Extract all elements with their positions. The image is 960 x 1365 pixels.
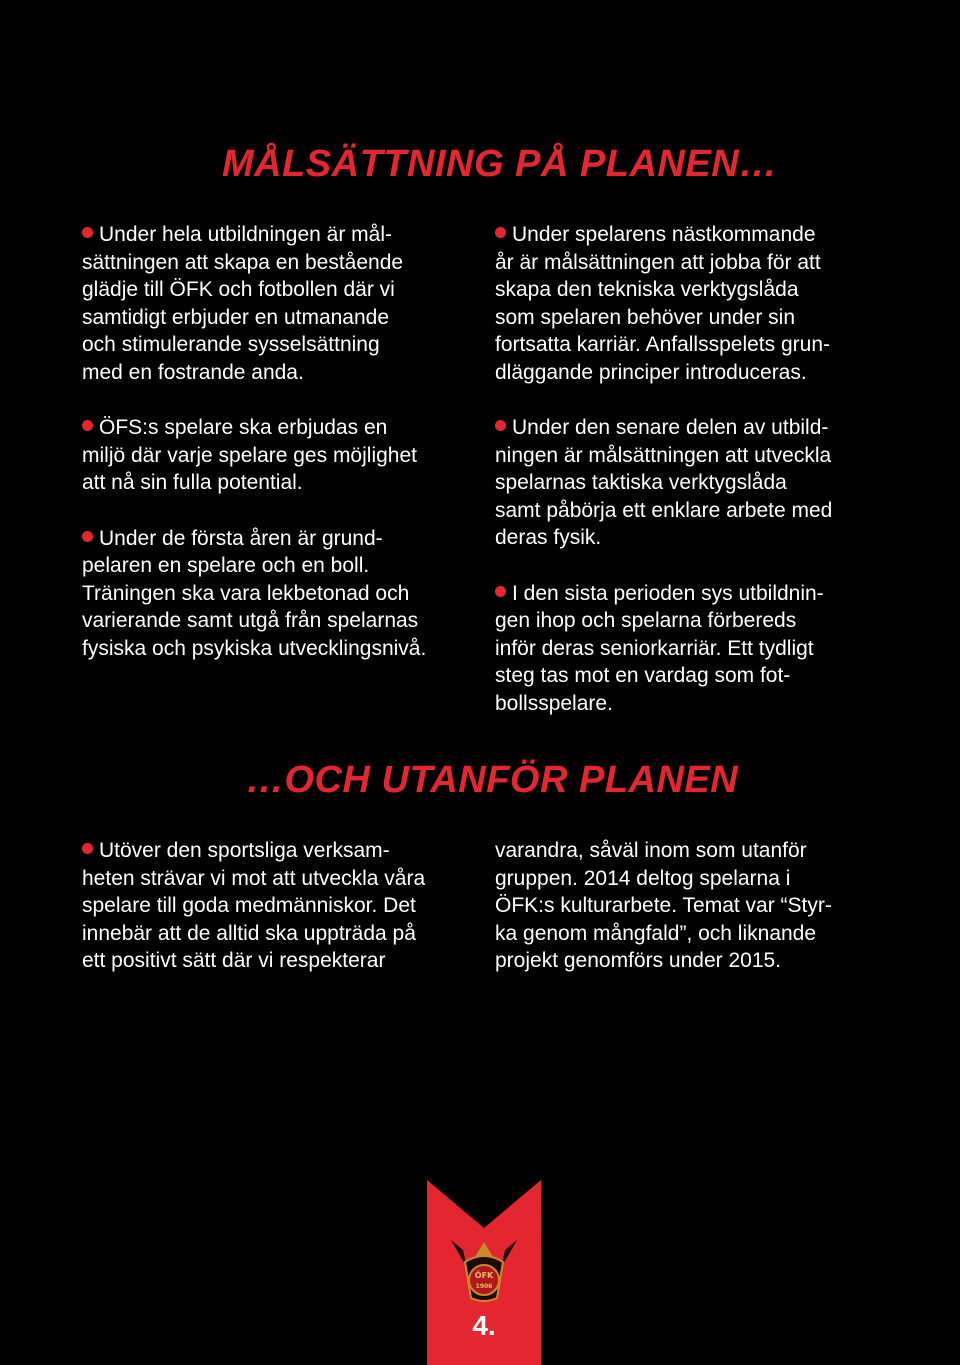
section-heading-on-pitch: MÅLSÄTTNING PÅ PLANEN… xyxy=(222,143,778,185)
text-content: bollsspelare. xyxy=(495,691,613,715)
text-line xyxy=(82,892,482,920)
text-content: Under den senare delen av utbild- xyxy=(512,416,829,439)
text-content: spelare till goda medmänniskor. Det xyxy=(82,894,416,917)
text-content: dläggande principer introduceras. xyxy=(495,360,807,384)
text-line xyxy=(82,276,482,304)
text-content: Utöver den sportsliga verksam- xyxy=(99,839,390,862)
text-content: samt påbörja ett enklare arbete med xyxy=(495,498,833,522)
text-line xyxy=(82,947,482,975)
text-line xyxy=(82,837,482,865)
text-line xyxy=(495,662,895,690)
text-content: I den sista perioden sys utbildnin- xyxy=(512,581,824,605)
text-content: heten strävar vi mot att utveckla våra xyxy=(82,866,426,890)
text-line xyxy=(495,947,895,975)
text-line xyxy=(82,359,482,387)
text-content: Under spelarens nästkommande xyxy=(512,223,816,246)
right-column-goals xyxy=(495,221,895,745)
text-line xyxy=(495,414,895,442)
text-content: ÖFK:s kulturarbete. Temat var “Styr- xyxy=(495,894,832,917)
text-content: innebär att de alltid ska uppträda på xyxy=(82,921,416,945)
text-content: deras fysik. xyxy=(495,526,602,549)
text-line xyxy=(82,525,482,553)
text-line xyxy=(82,865,482,893)
text-line xyxy=(495,276,895,304)
text-content: fortsatta karriär. Anfallsspelets grun- xyxy=(495,333,830,356)
text-line xyxy=(495,920,895,948)
text-line xyxy=(495,331,895,359)
text-content: fysiska och psykiska utvecklingsnivå. xyxy=(82,636,427,660)
text-content: ningen är målsättningen att utveckla xyxy=(495,443,832,467)
text-content: steg tas mot en vardag som fot- xyxy=(495,664,791,687)
bullet-dot-icon xyxy=(495,586,506,597)
text-paragraph xyxy=(82,837,482,975)
text-content: och stimulerande sysselsättning xyxy=(82,333,380,356)
section-heading-off-pitch: …OCH UTANFÖR PLANEN xyxy=(246,759,739,801)
text-content: ka genom mångfald”, och liknande xyxy=(495,921,817,945)
bullet-paragraph xyxy=(495,221,895,386)
text-content: Träningen ska vara lekbetonad och xyxy=(82,581,410,605)
bullet-dot-icon xyxy=(495,227,506,238)
text-line xyxy=(82,552,482,580)
text-line xyxy=(82,635,482,663)
text-line xyxy=(495,635,895,663)
text-content: miljö där varje spelare ges möjlighet xyxy=(82,443,417,467)
text-content: glädje till ÖFK och fotbollen där vi xyxy=(82,278,395,301)
text-paragraph xyxy=(495,837,895,975)
text-line xyxy=(495,892,895,920)
text-content: Under hela utbildningen är mål- xyxy=(99,223,393,246)
bullet-dot-icon xyxy=(82,531,93,542)
text-line xyxy=(82,331,482,359)
text-content: inför deras seniorkarriär. Ett tydligt xyxy=(495,636,814,660)
text-content: ÖFS:s spelare ska erbjudas en xyxy=(99,416,388,439)
text-line xyxy=(82,469,482,497)
text-content: gen ihop och spelarna förbereds xyxy=(495,609,797,632)
text-content: gruppen. 2014 deltog spelarna i xyxy=(495,866,791,890)
text-line xyxy=(82,442,482,470)
left-column-off-pitch xyxy=(82,837,482,1003)
bullet-dot-icon xyxy=(82,227,93,238)
text-content: projekt genomförs under 2015. xyxy=(495,949,782,972)
text-content: sättningen att skapa en bestående xyxy=(82,250,404,274)
text-content: varandra, såväl inom som utanför xyxy=(495,839,807,862)
bullet-dot-icon xyxy=(495,420,506,431)
text-content: pelaren en spelare och en boll. xyxy=(82,554,370,577)
text-line xyxy=(495,837,895,865)
bullet-paragraph xyxy=(82,221,482,386)
text-line xyxy=(495,607,895,635)
text-content: varierande samt utgå från spelarnas xyxy=(82,609,419,632)
text-content: skapa den tekniska verktygslåda xyxy=(495,278,799,301)
page-number: 4. xyxy=(472,1310,496,1341)
text-line xyxy=(82,304,482,332)
text-line xyxy=(495,442,895,470)
text-line xyxy=(82,920,482,948)
text-line xyxy=(495,497,895,525)
right-column-off-pitch xyxy=(495,837,895,1003)
text-content: år är målsättningen att jobba för att xyxy=(495,250,821,274)
bullet-paragraph xyxy=(495,580,895,718)
text-line xyxy=(495,690,895,718)
text-content: ett positivt sätt där vi respekterar xyxy=(82,949,386,972)
text-content: samtidigt erbjuder en utmanande xyxy=(82,305,390,329)
bullet-dot-icon xyxy=(82,843,93,854)
text-line xyxy=(495,359,895,387)
bullet-paragraph xyxy=(495,414,895,552)
text-line xyxy=(495,865,895,893)
text-line xyxy=(495,469,895,497)
bullet-paragraph xyxy=(82,525,482,663)
text-line xyxy=(82,580,482,608)
bullet-paragraph xyxy=(82,414,482,497)
text-content: Under de första åren är grund- xyxy=(99,526,383,550)
text-line xyxy=(495,580,895,608)
svg-text:ÖFK: ÖFK xyxy=(474,1271,494,1280)
text-line xyxy=(495,221,895,249)
text-line xyxy=(495,524,895,552)
text-line xyxy=(82,607,482,635)
text-line xyxy=(495,249,895,277)
text-line xyxy=(82,414,482,442)
text-line xyxy=(495,304,895,332)
text-content: att nå sin fulla potential. xyxy=(82,471,303,494)
text-content: med en fostrande anda. xyxy=(82,360,304,384)
text-content: spelarnas taktiska verktygslåda xyxy=(495,471,787,494)
text-line xyxy=(82,249,482,277)
bullet-dot-icon xyxy=(82,420,93,431)
text-content: som spelaren behöver under sin xyxy=(495,305,796,329)
text-line xyxy=(82,221,482,249)
svg-text:1906: 1906 xyxy=(475,1283,493,1290)
page-ribbon xyxy=(427,1180,541,1365)
left-column-goals xyxy=(82,221,482,690)
